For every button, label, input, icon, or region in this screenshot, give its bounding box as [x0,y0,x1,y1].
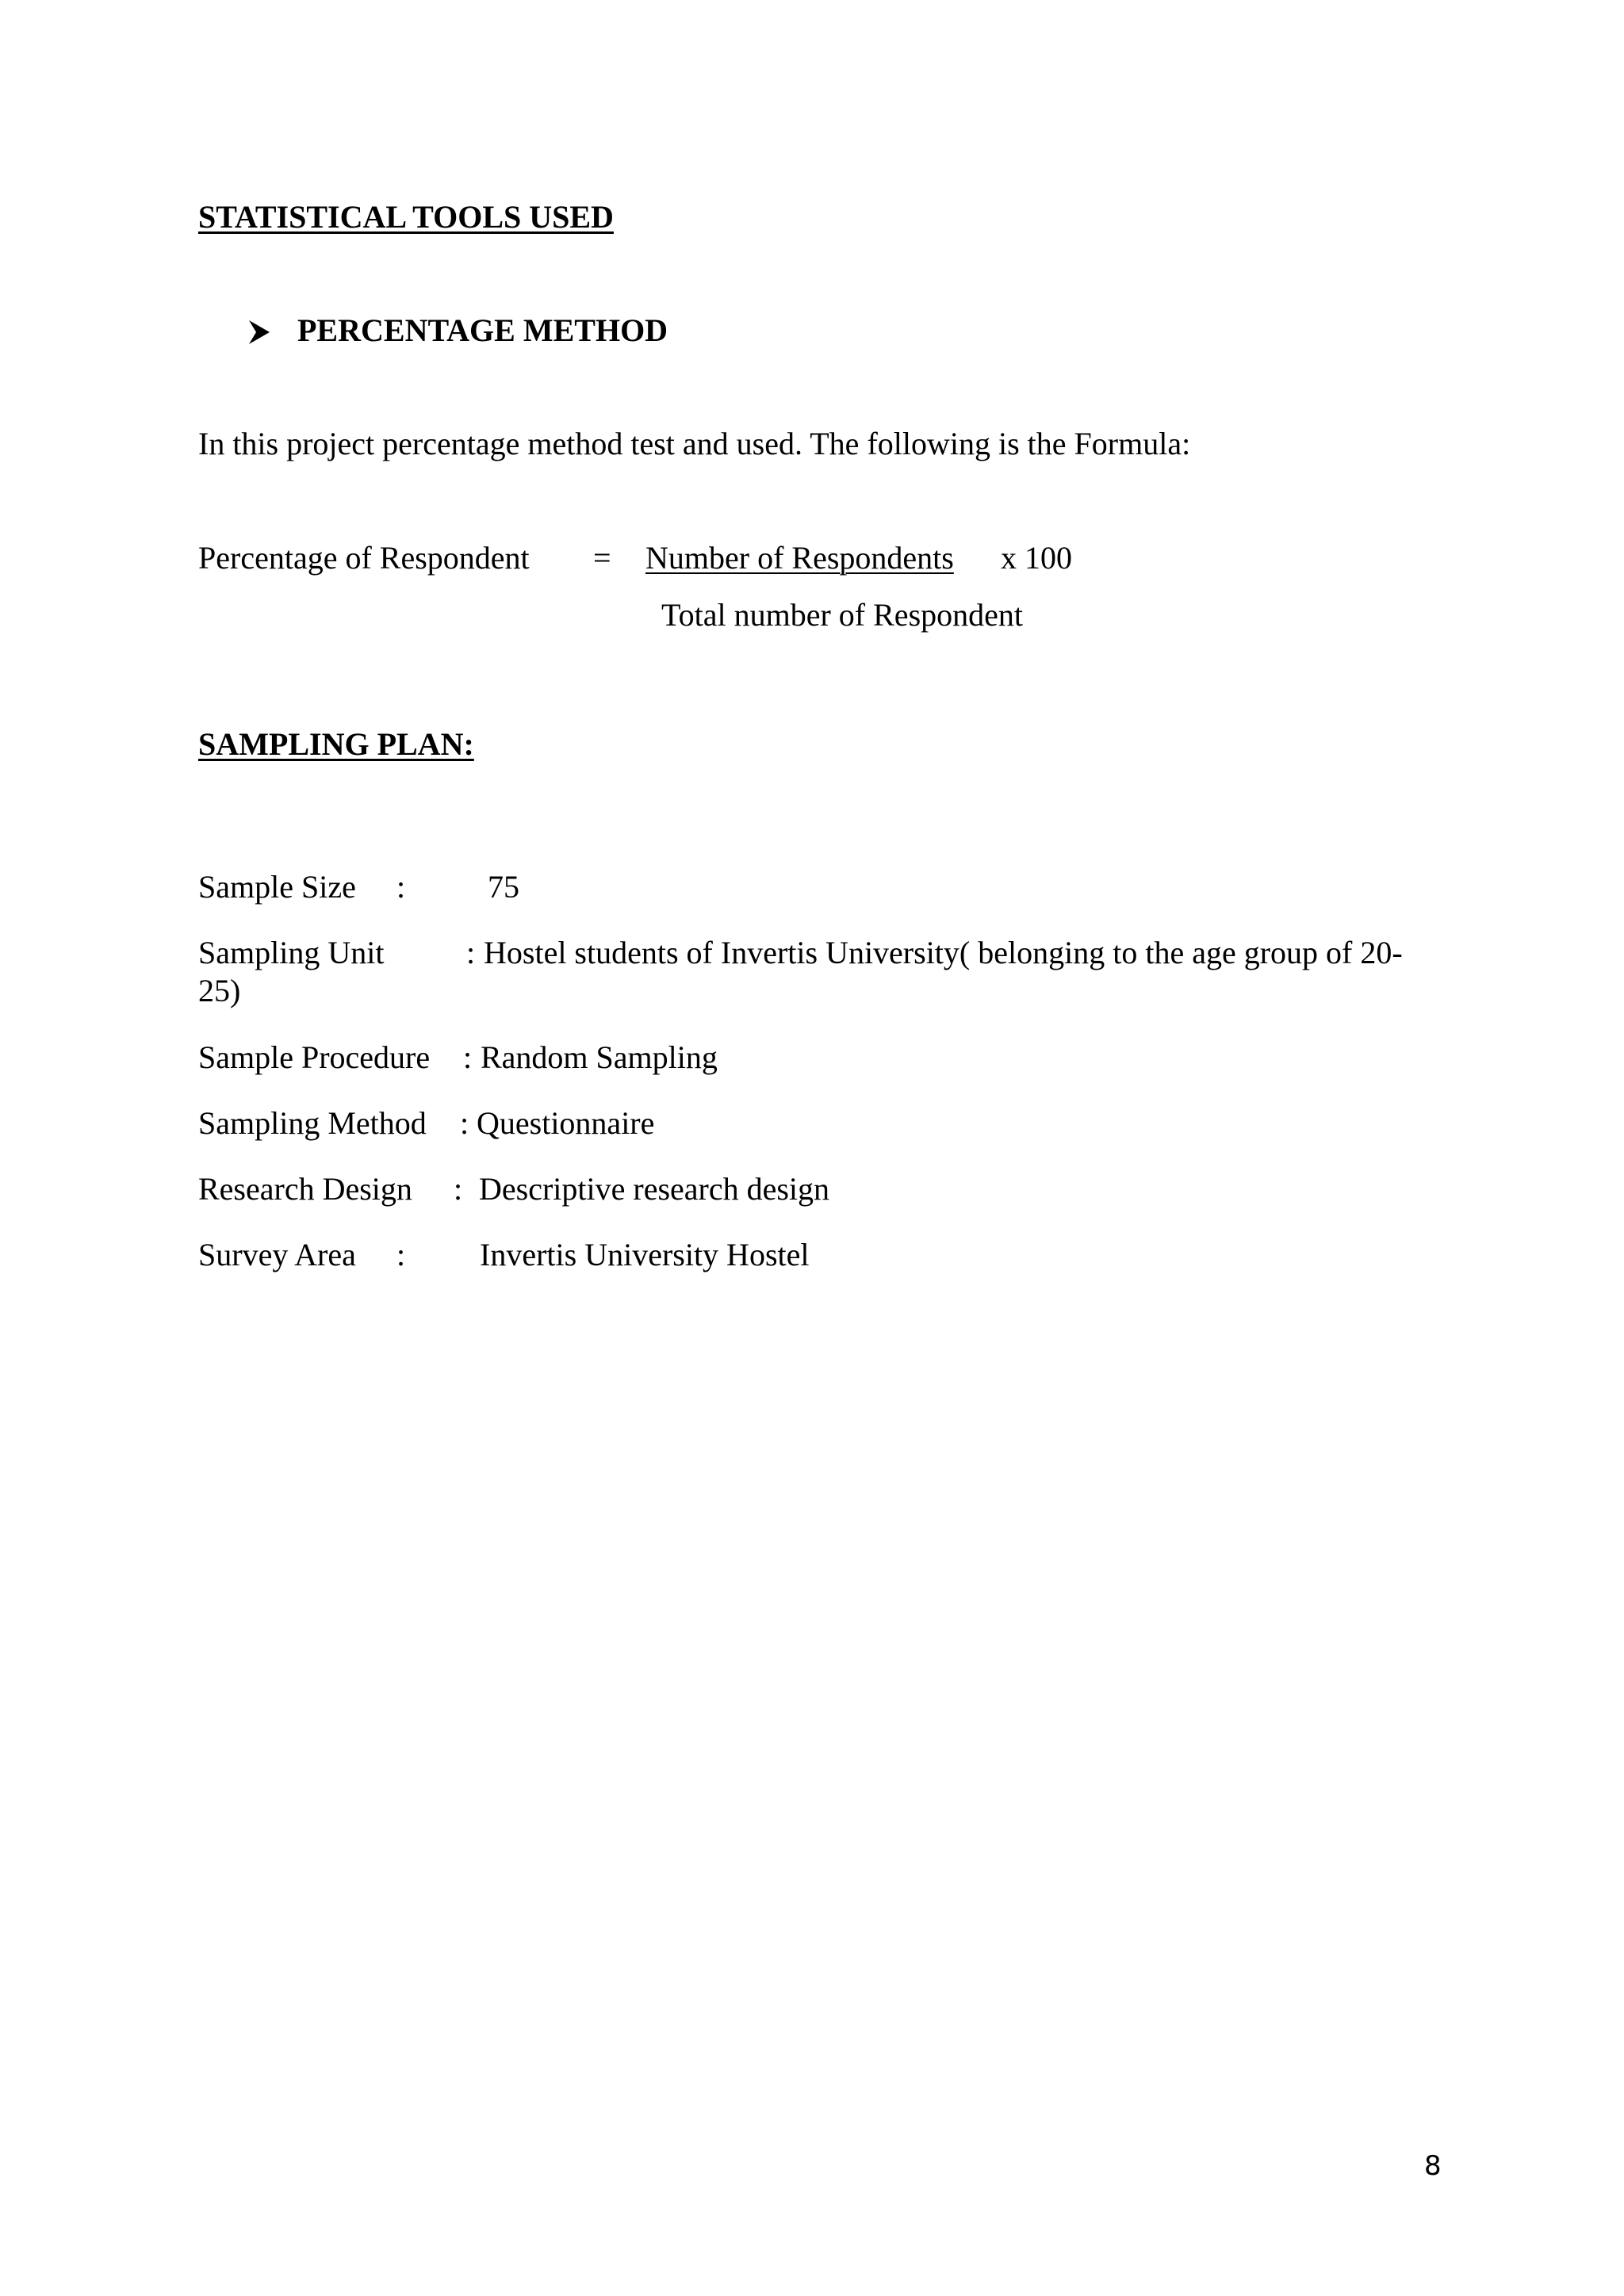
survey-area-label: Survey Area [198,1237,356,1272]
sampling-unit-label: Sampling Unit [198,935,385,970]
research-design-label: Research Design [198,1171,412,1207]
sample-size-label: Sample Size [198,869,356,905]
sampling-unit-value-continued: 25) [198,973,241,1008]
sample-procedure-label: Sample Procedure [198,1039,431,1075]
sample-size-sep: : [396,869,406,905]
sampling-unit-sep: : [466,935,476,970]
sample-size-value: 75 [488,869,519,905]
survey-area-value: Invertis University Hostel [480,1237,810,1272]
research-design-value: Descriptive research design [479,1171,830,1207]
survey-area-sep: : [396,1237,406,1272]
sampling-method-sep: : [460,1105,469,1141]
section-heading-sampling-plan: SAMPLING PLAN: [198,726,474,762]
formula-numerator: Number of Respondents [645,540,954,576]
method-title: PERCENTAGE METHOD [297,312,668,348]
sample-procedure-sep: : [463,1039,473,1075]
formula-multiplier: x 100 [1001,540,1072,576]
formula-denominator: Total number of Respondent [661,597,1023,633]
sampling-method-label: Sampling Method [198,1105,427,1141]
section-heading-statistical-tools: STATISTICAL TOOLS USED [198,199,614,235]
page-number: 8 [1424,2150,1442,2182]
formula-label: Percentage of Respondent [198,540,530,576]
research-design-sep: : [454,1171,463,1207]
sample-procedure-value: Random Sampling [481,1039,718,1075]
sampling-method-value: Questionnaire [477,1105,655,1141]
formula-equals: = [593,540,611,576]
sampling-unit-value: Hostel students of Invertis University( belonging to the age group of 20- [484,935,1403,970]
arrowhead-bullet-icon [249,320,270,344]
intro-paragraph: In this project percentage method test and used. The following is the Formula: [198,426,1191,461]
